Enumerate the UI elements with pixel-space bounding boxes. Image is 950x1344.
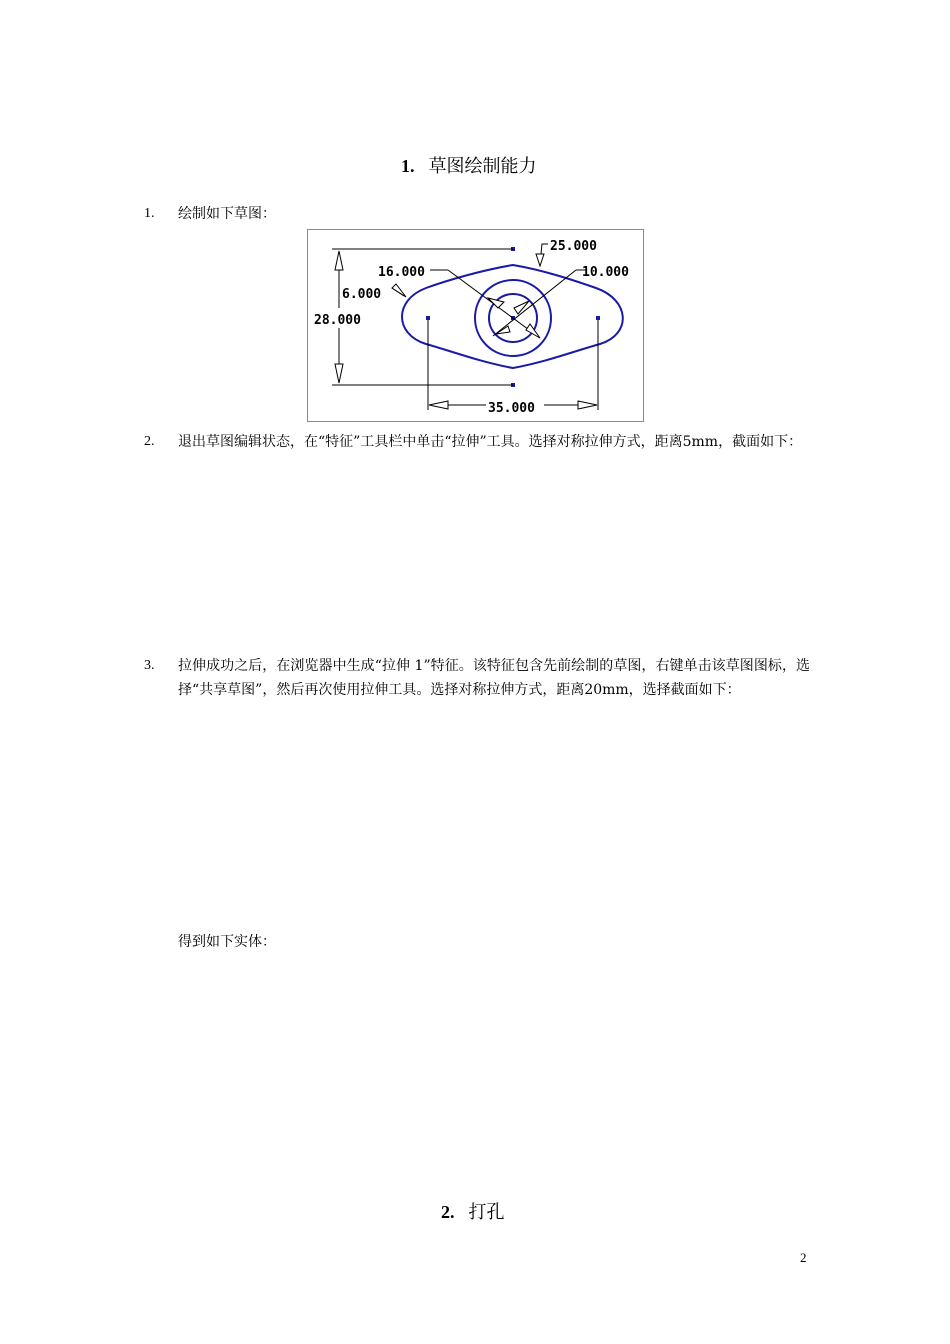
section-1-number: 1. (401, 156, 415, 176)
item-3-text: 拉伸成功之后，在浏览器中生成“拉伸 1”特征。该特征包含先前绘制的草图，右键单击该草图图标，选择“共享草图”，然后再次使用拉伸工具。选择对称拉伸方式，距离20mm，选择截面如下： (178, 658, 810, 698)
section-2-heading (441, 1198, 505, 1224)
result-text: 得到如下实体： (178, 934, 276, 950)
dim-10: 10.000 (582, 265, 629, 280)
item-2-text: 退出草图编辑状态，在“特征”工具栏中单击“拉伸”工具。选择对称拉伸方式，距离5mm，截面如下： (178, 434, 803, 450)
page-number: 2 (800, 1250, 807, 1265)
item-2-number: 2. (144, 434, 155, 449)
right-point (596, 316, 600, 320)
dim-25: 25.000 (550, 239, 597, 254)
section-2-title: 打孔 (468, 1202, 505, 1223)
item-3-number: 3. (144, 658, 155, 673)
dim-16: 16.000 (378, 265, 425, 280)
left-point (426, 316, 430, 320)
section-2-number: 2. (441, 1202, 455, 1222)
sketch-drawing (308, 230, 643, 421)
section-1-heading (401, 152, 537, 178)
dim-28: 28.000 (314, 313, 361, 328)
dim-6: 6.000 (342, 287, 382, 302)
section-1-title: 草图绘制能力 (428, 156, 537, 177)
item-1-number: 1. (144, 206, 155, 221)
item-1-text: 绘制如下草图： (178, 206, 276, 222)
sketch-figure (307, 229, 644, 422)
dim-35: 35.000 (488, 401, 535, 416)
